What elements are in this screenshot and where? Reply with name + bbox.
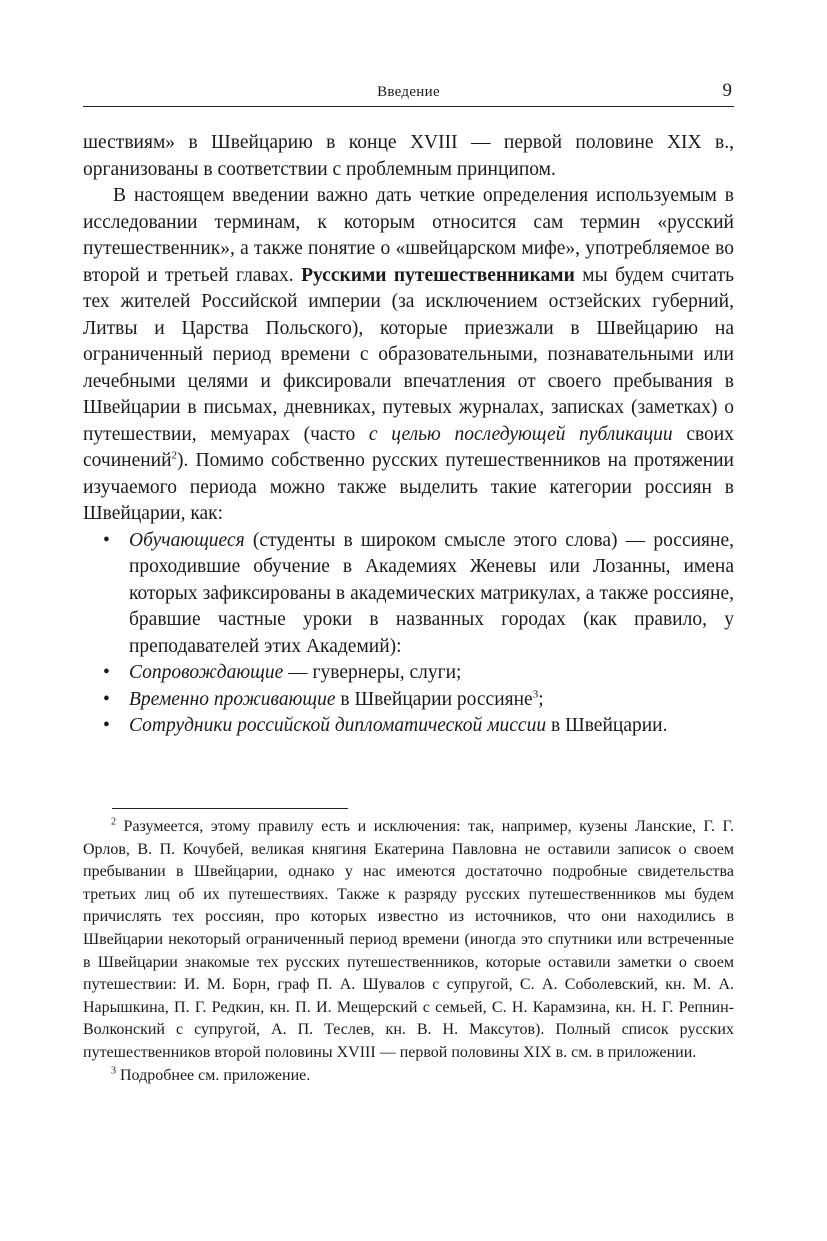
footnote-text: Разумеется, этому правилу есть и исключения: так, например, кузены Ланские, Г. Г. Орлов, В. П. Кочубей, великая княгиня Екатерина Павловна не оставили записок о своем пребывании в Швейцарии, однако у нас имеются достаточно подробные свидетельства третьих лиц об их путешествиях. Также к разряду русских путешественников мы будем причислять тех россиян, про которых известно из источников, что они находились в Швейцарии некоторый ограниченный период времени (иногда это спутники или встреченные в Швейцарии знакомые тех русских путешественников, которые оставили заметки о своем путешествии: И. М. Борн, граф П. А. Шувалов с супругой, С. А. Соболевский, кн. М. А. Нарышкина, П. Г. Редкин, кн. П. И. Мещерский с семьей, С. Н. Карамзина, кн. Н. Г. Репнин-Волконский с супругой, А. П. Теслев, кн. В. Н. Максутов). Полный список русских путешественников второй половины XVIII — первой половины XIX в. см. в приложении. <box>83 818 734 1061</box>
footnote-text: Подробнее см. приложение. <box>116 1066 311 1084</box>
paragraph-text: В настоящем введении важно дать четкие определения используемым в исследовании терминам, к которым относится сам термин «русский путешественник», а также понятие о «швейцарском мифе», употребляемое во второй и третьей главах. <box>83 185 734 286</box>
list-item-term: Временно проживающие <box>129 688 336 710</box>
list-item <box>83 660 734 687</box>
paragraph-text: своих сочинений <box>83 423 734 471</box>
list-item-term: Сотрудники российской дипломатической миссии <box>129 715 547 736</box>
italic-phrase: с целью последующей публикации <box>368 423 673 445</box>
list-item-text: — гувернеры, слуги; <box>283 662 462 683</box>
footnote <box>83 816 734 1065</box>
running-header-title: Введение <box>377 84 440 100</box>
footnote-ref: 3 <box>532 688 539 700</box>
list-item <box>83 528 734 661</box>
footnotes <box>83 816 734 1087</box>
bullet: • <box>103 662 110 683</box>
list-item-text: (студенты в широком смысле этого слова) — россияне, проходившие обучение в Академиях Женевы или Лозанны, имена которых зафиксированы в академических матрикулах, а также россияне, бравшие частные уроки в названных городах (как правило, у преподавателей этих Академий): <box>129 529 734 657</box>
footnote-ref: 2 <box>171 449 178 462</box>
list-item-text: в Швейцарии. <box>546 715 668 736</box>
paragraph-continuation: шествиям» в Швейцарию в конце XVIII — первой половине XIX в., организованы в соответствии с проблемным принципом. <box>83 132 734 180</box>
list-item-tail: ; <box>538 688 544 710</box>
bullet: • <box>103 715 110 736</box>
footnote <box>83 1065 734 1088</box>
main-text <box>83 130 734 740</box>
paragraph-text: ). Помимо собственно русских путешественников на протяжении изучаемого периода можно также выделить такие категории россиян в Швейцарии, как: <box>83 450 734 524</box>
bold-term: Русскими путешественниками <box>301 264 575 286</box>
paragraph-text: мы будем считать тех жителей Российской империи (за исключением остзейских губерний, Литвы и Царства Польского), которые приезжали в Швейцарию на ограниченный период времени с образовательными, познавательными или лечебными целями и фиксировали впечатления от своего пребывания в Швейцарии в письмах, дневниках, путевых журналах, записках (заметках) о путешествии, мемуарах (часто <box>83 264 735 445</box>
list-item <box>83 713 734 740</box>
list-item <box>83 687 734 714</box>
list-item-text: в Швейцарии россияне <box>335 688 533 710</box>
page-number: 9 <box>722 80 732 101</box>
running-header <box>83 80 734 107</box>
paragraph-definitions <box>83 183 734 528</box>
footnote-divider <box>112 808 348 809</box>
list-item-term: Обучающиеся <box>129 529 245 551</box>
bullet: • <box>103 529 110 551</box>
category-list <box>83 528 734 740</box>
list-item-term: Сопровождающие <box>129 662 284 683</box>
footnote-number: 3 <box>111 1065 116 1077</box>
bullet: • <box>103 688 110 710</box>
footnote-number: 2 <box>111 816 116 828</box>
